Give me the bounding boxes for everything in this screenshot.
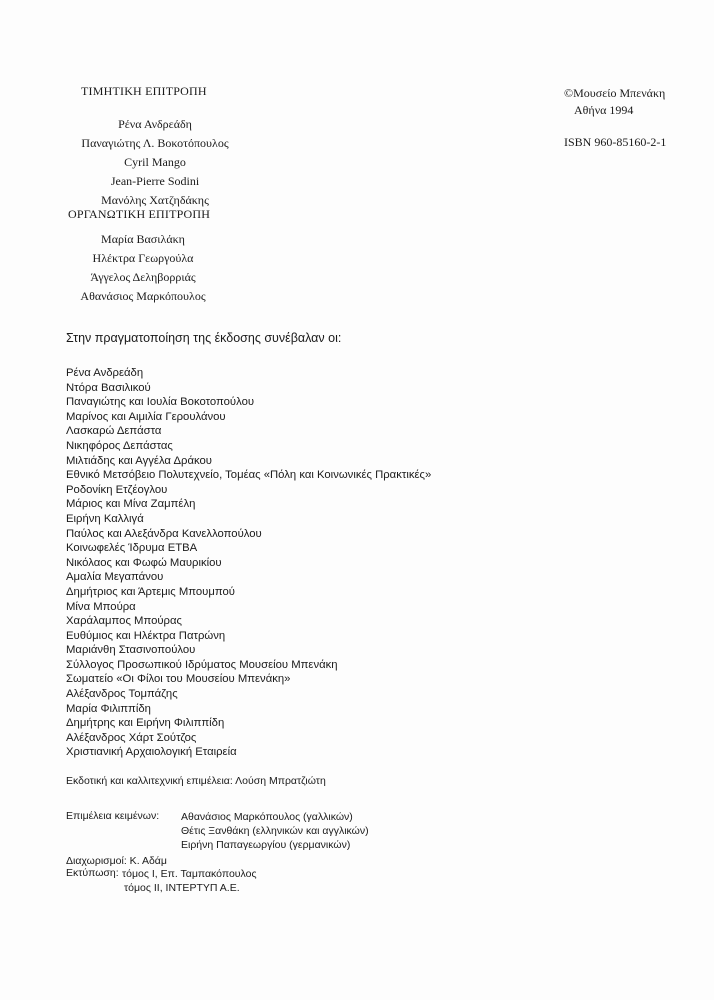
list-item: Νικόλαος και Φωφώ Μαυρικίου: [66, 556, 222, 569]
list-item: Μανόλης Χατζηδάκης: [101, 193, 209, 207]
printing-label: Εκτύπωση:: [66, 867, 119, 879]
list-item: Cyril Mango: [124, 155, 186, 169]
list-item: Ειρήνη Καλλιγά: [66, 512, 144, 525]
list-item: Αλέξανδρος Χάρτ Σούτζος: [66, 731, 197, 744]
contributors-list: [66, 366, 431, 760]
list-item: Jean-Pierre Sodini: [110, 174, 200, 188]
list-item: Δημήτριος και Άρτεμις Μπουμπού: [66, 585, 235, 598]
list-item: Νικηφόρος Δεπάστας: [66, 439, 173, 452]
list-item: Αθανάσιος Μαρκόπουλος (γαλλικών): [181, 811, 353, 823]
list-item: Μάριος και Μίνα Ζαμπέλη: [66, 498, 196, 511]
printing-list: [122, 867, 257, 895]
text-editing-label: Επιμέλεια κειμένων:: [66, 810, 160, 822]
isbn: ISBN 960-85160-2-1: [564, 135, 667, 149]
list-item: Σωματείο «Οι Φίλοι του Μουσείου Μπενάκη»: [66, 673, 291, 686]
list-item: Εθνικό Μετσόβειο Πολυτεχνείο, Τομέας «Πόλη και Κοινωνικές Πρακτικές»: [66, 469, 432, 482]
honorary-committee-list: [60, 115, 250, 210]
list-item: Χριστιανική Αρχαιολογική Εταιρεία: [66, 746, 237, 759]
list-item: Παύλος και Αλεξάνδρα Κανελλοπούλου: [66, 527, 262, 540]
list-item: Άγγελος Δεληβορριάς: [90, 270, 196, 284]
list-item: Σύλλογος Προσωπικού Ιδρύματος Μουσείου Μπενάκη: [66, 658, 338, 671]
place-year: Αθήνα 1994: [574, 103, 634, 117]
list-item: Κοινωφελές Ίδρυμα ΕΤΒΑ: [66, 542, 198, 555]
list-item: τόμος Ι, Επ. Ταμπακόπουλος: [122, 868, 257, 880]
list-item: Ρένα Ανδρεάδη: [118, 117, 192, 131]
list-item: Παναγιώτης Λ. Βοκοτόπουλος: [81, 136, 229, 150]
list-item: Μαρίνος και Αιμιλία Γερουλάνου: [66, 410, 226, 423]
list-item: τόμος ΙΙ, ΙΝΤΕΡΤΥΠ Α.Ε.: [124, 882, 240, 894]
list-item: Μαρία Βασιλάκη: [101, 232, 185, 246]
list-item: Δημήτρης και Ειρήνη Φιλιππίδη: [66, 717, 225, 730]
contributors-heading: Στην πραγματοποίηση της έκδοσης συνέβαλαν οι:: [66, 331, 342, 345]
list-item: Ευθύμιος και Ηλέκτρα Πατρώνη: [66, 629, 226, 642]
list-item: Αμαλία Μεγαπάνου: [66, 571, 164, 584]
list-item: Ρένα Ανδρεάδη: [66, 367, 144, 379]
list-item: Αθανάσιος Μαρκόπουλος: [80, 289, 206, 303]
organizing-committee-list: [48, 230, 238, 306]
list-item: Παναγιώτης και Ιουλία Βοκοτοπούλου: [66, 396, 255, 409]
list-item: Ειρήνη Παπαγεωργίου (γερμανικών): [181, 839, 351, 851]
list-item: Ντόρα Βασιλικού: [66, 381, 151, 394]
list-item: Αλέξανδρος Τομπάζης: [66, 688, 178, 701]
organizing-committee-title: ΟΡΓΑΝΩΤΙΚΗ ΕΠΙΤΡΟΠΗ: [68, 207, 211, 221]
honorary-committee-title: ΤΙΜΗΤΙΚΗ ΕΠΙΤΡΟΠΗ: [81, 84, 207, 98]
copyright-notice: ©Μουσείο Μπενάκη: [564, 86, 666, 100]
list-item: Ηλέκτρα Γεωργούλα: [92, 251, 194, 265]
list-item: Μιλτιάδης και Αγγέλα Δράκου: [66, 454, 212, 467]
list-item: Μαρία Φιλιππίδη: [66, 702, 151, 715]
list-item: Χαράλαμπος Μπούρας: [66, 615, 182, 628]
list-item: Μαριάνθη Στασινοπούλου: [66, 644, 196, 657]
editorial-credit: Εκδοτική και καλλιτεχνική επιμέλεια: Λούση Μπρατζιώτη: [66, 775, 326, 787]
list-item: Ροδονίκη Ετζέογλου: [66, 483, 168, 496]
list-item: Λασκαρώ Δεπάστα: [66, 425, 162, 438]
text-editors-list: [181, 810, 369, 852]
list-item: Θέτις Ξανθάκη (ελληνικών και αγγλικών): [181, 825, 369, 837]
separations-credit: Διαχωρισμοί: Κ. Αδάμ: [66, 855, 167, 867]
list-item: Μίνα Μπούρα: [66, 600, 136, 613]
